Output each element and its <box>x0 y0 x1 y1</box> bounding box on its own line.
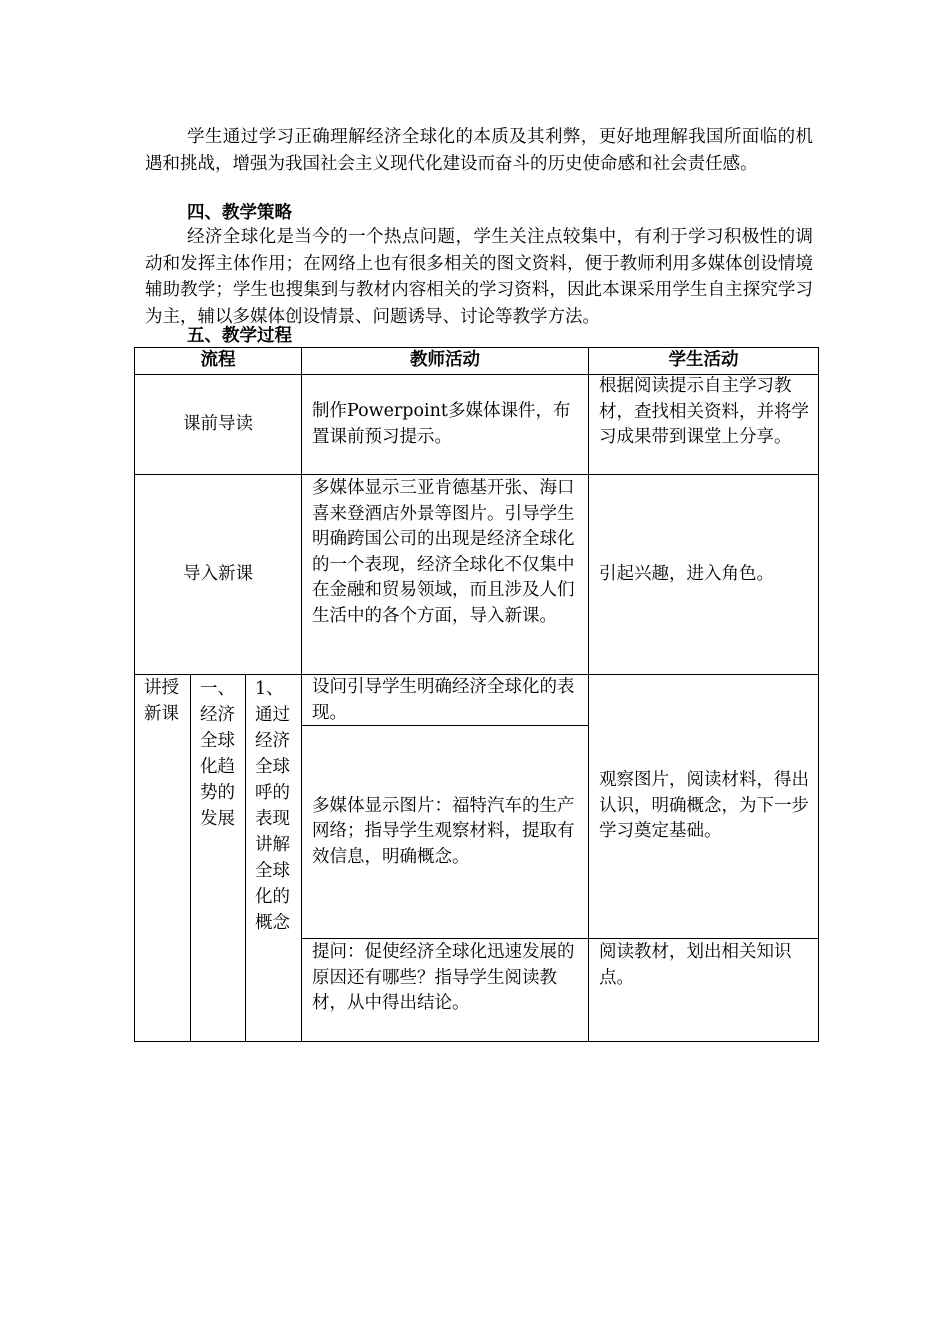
row-student-activity-text: 根据阅读提示自主学习教材，查找相关资料，并将学习成果带到课堂上分享。 <box>599 376 809 447</box>
lecture-teacher-activity-2-text: 多媒体显示图片：福特汽车的生产网络；指导学生观察材料，提取有效信息，明确概念。 <box>312 795 575 867</box>
intro-paragraph: 学生通过学习正确理解经济全球化的本质及其利弊，更好地理解我国所面临的机遇和挑战，增强为我国社会主义现代化建设而奋斗的历史使命感和社会责任感。 <box>145 127 813 174</box>
row-process-label: 课前导读 <box>183 413 253 434</box>
lecture-student-activity-1-text: 观察图片，阅读材料，得出认识，明确概念，为下一步学习奠定基础。 <box>599 770 809 842</box>
row-teacher-activity <box>302 474 588 674</box>
row-student-activity <box>589 475 818 674</box>
row-teacher-activity-text: 多媒体显示三亚肯德基开张、海口喜来登酒店外景等图片。引导学生明确跨国公司的出现是经济全球化的一个表现，经济全球化不仅集中在金融和贸易领域，而且涉及人们生活中的各个方面，导入新课。 <box>312 478 575 626</box>
row-student-activity-text: 引起兴趣，进入角色。 <box>599 563 774 584</box>
table-border <box>301 938 819 939</box>
table-border <box>818 347 819 1042</box>
lecture-student-activity-2-text: 阅读教材，划出相关知识点。 <box>599 942 792 988</box>
table-border <box>134 1041 819 1042</box>
row-teacher-activity-text: 制作Powerpoint多媒体课件，布置课前预习提示。 <box>312 401 571 447</box>
lecture-teacher-activity-1-text: 设问引导学生明确经济全球化的表现。 <box>312 677 575 723</box>
header-process: 流程 <box>200 350 236 371</box>
lecture-teacher-activity-3 <box>302 940 588 1041</box>
lecture-topic: 一、经济全球化趋势的发展 <box>200 679 235 829</box>
row-process-label: 导入新课 <box>183 563 253 584</box>
header-teacher-activity: 教师活动 <box>410 350 480 371</box>
lecture-student-activity-2 <box>589 940 818 1041</box>
lecture-teacher-activity-3-text: 提问：促使经济全球化迅速发展的原因还有哪些？指导学生阅读教材，从中得出结论。 <box>312 942 575 1013</box>
lecture-subtopic: 1、通过经济全球呼的表现讲解全球化的概念 <box>255 679 290 933</box>
section-four-title: 四、教学策略 <box>187 203 292 223</box>
lecture-teacher-activity-2 <box>302 726 588 938</box>
lecture-student-activity-1 <box>589 675 818 938</box>
section-four-body: 经济全球化是当今的一个热点问题，学生关注点较集中，有利于学习积极性的调动和发挥主体作用；在网络上也有很多相关的图文资料，便于教师利用多媒体创设情境辅助教学；学生也搜集到与教材内容相关的学习资料，因此本课采用学生自主探究学习为主，辅以多媒体创设情景、问题诱导、讨论等教学方法。 <box>145 227 813 327</box>
row-student-activity <box>589 374 818 474</box>
header-student-activity: 学生活动 <box>668 350 739 371</box>
lecture-label: 讲授新课 <box>144 678 179 724</box>
row-teacher-activity <box>302 375 588 474</box>
lecture-teacher-activity-1 <box>302 675 588 725</box>
section-five-title: 五、教学过程 <box>187 326 292 346</box>
